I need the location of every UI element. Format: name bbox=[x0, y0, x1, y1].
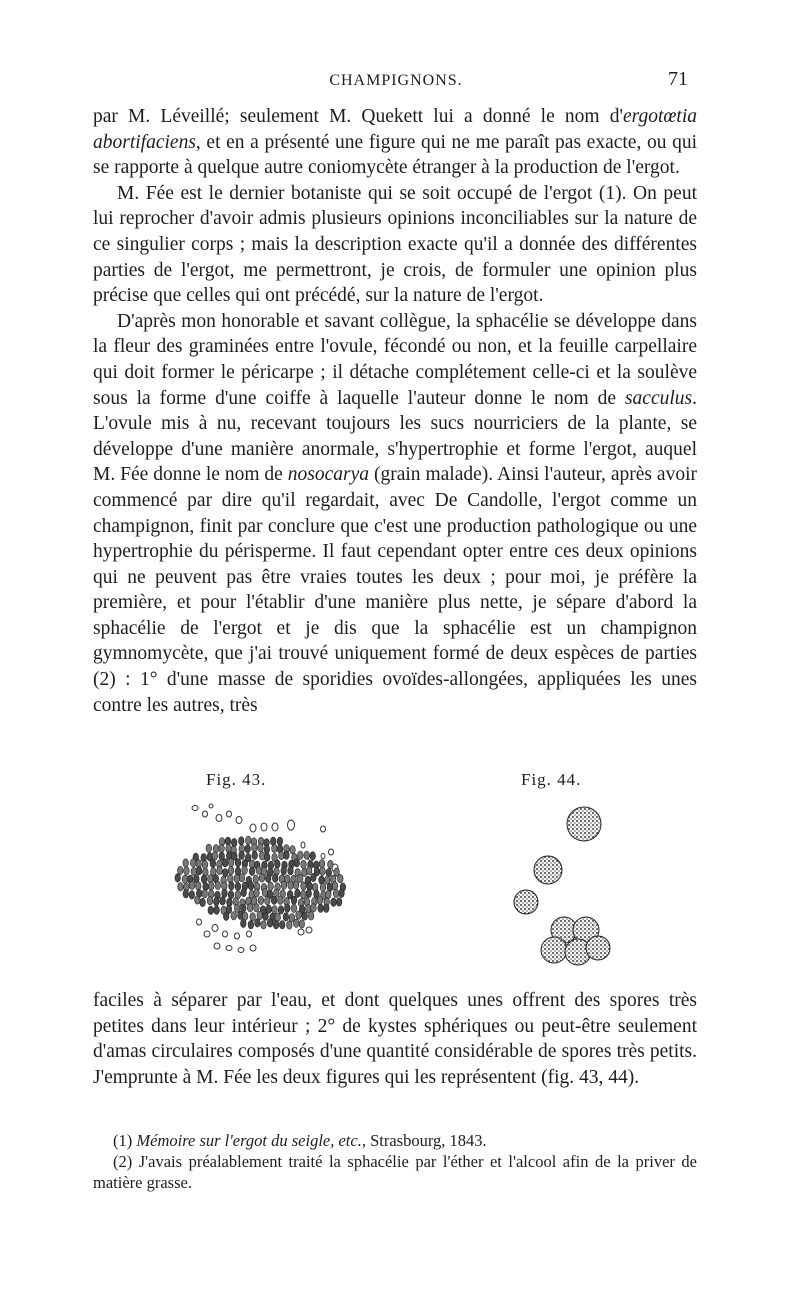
footnote-1-run-0: (1) bbox=[113, 1131, 137, 1150]
figures-area bbox=[93, 770, 697, 980]
paragraph-4-run-0: faciles à séparer par l'eau, et dont quelques unes offrent des spores très petites dans leur intérieur ; 2° de kystes sphériques ou peut-être seulement d'amas circulaires composés d'une quantité considérable de spores très petits. J'emprunte à M. Fée les deux figures qui les représentent (fig. 43, 44). bbox=[93, 990, 697, 1088]
cyst-large-top bbox=[567, 807, 601, 841]
fig-43-caption: Fig. 43. bbox=[206, 770, 267, 789]
paragraph-3-run-0: D'après mon honorable et savant collègue, la sphacélie se développe dans la fleur des graminées entre l'ovule, fécondé ou non, et la feuille carpellaire qui doit former le péricarpe ; il détache complétement celle-ci et la soulève sous la forme d'une coiffe à laquelle l'auteur donne le nom de bbox=[93, 310, 697, 409]
page-header bbox=[92, 68, 700, 96]
paragraph-3-run-4: (grain malade). Ainsi l'auteur, après avoir commencé par dire qu'il regardait, avec De Candolle, l'ergot comme un champignon, finit par conclure que c'est une production pathologique ou une hypertrophie du périsperme. Il faut cependant opter entre ces deux opinions qui ne peuvent pas être vraies toutes les deux ; pour moi, je préfère la première, et pour l'établir d'une manière plus nette, je sépare d'abord la sphacélie de l'ergot et je dis que la sphacélie est un champignon gymnomycète, que j'ai trouvé uniquement formé de deux espèces de parties (2) : 1° d'une masse de sporidies ovoïdes-allongées, appliquées les unes contre les autres, très bbox=[93, 464, 697, 716]
footnote-1-run-1: Mémoire sur l'ergot du seigle, etc. bbox=[136, 1131, 362, 1150]
page-number: 71 bbox=[668, 68, 688, 90]
paragraph-1-run-2: , et en a présenté une figure qui ne me paraît pas exacte, ou qui se rapporte à quelque autre coniomycète étranger à la production de l'ergot. bbox=[93, 131, 697, 179]
paragraph-3-run-1: sacculus bbox=[624, 387, 693, 409]
footnote-1-run-2: , Strasbourg, 1843. bbox=[361, 1131, 487, 1150]
fig-44-cysts-illustration bbox=[508, 800, 628, 980]
paragraph-4 bbox=[93, 988, 697, 1090]
paragraph-3 bbox=[93, 309, 697, 719]
footnote-2 bbox=[93, 1151, 697, 1193]
footnote-2-run-0: (2) J'avais préalablement traité la sphacélie par l'éther et l'alcool afin de la priver de matière grasse. bbox=[93, 1152, 697, 1192]
cyst-medium bbox=[534, 856, 562, 884]
paragraph-3-run-2: . L'ovule mis à nu, recevant toujours les sucs nourriciers de la plante, se développe d'une manière anormale, s'hypertrophie et forme l'ergot, auquel M. Fée donne le nom de bbox=[93, 387, 697, 486]
paragraph-1-run-1: ergotœtia abortifaciens bbox=[93, 106, 697, 153]
footnotes bbox=[93, 1130, 697, 1193]
paragraph-3-run-3: nosocarya bbox=[287, 464, 370, 486]
paragraph-2-run-0: M. Fée est le dernier botaniste qui se soit occupé de l'ergot (1). On peut lui reprocher d'avoir admis plusieurs opinions inconciliables sur la nature de ce singulier corps ; mais la description exacte qu'il a donnée des différentes parties de l'ergot, me permettront, je crois, de formuler une opinion plus précise que celles qui ont précédé, sur la nature de l'ergot. bbox=[93, 182, 697, 307]
fig-43-sporidia-illustration bbox=[153, 800, 393, 980]
body-text-bottom bbox=[93, 988, 697, 1090]
paragraph-2 bbox=[93, 181, 697, 309]
paragraph-1-run-0: par M. Léveillé; seulement M. Quekett lui a donné le nom d' bbox=[93, 106, 623, 127]
body-text-top bbox=[93, 104, 697, 718]
fig-44-caption: Fig. 44. bbox=[521, 770, 582, 789]
running-title: CHAMPIGNONS. bbox=[329, 72, 463, 89]
paragraph-1 bbox=[93, 104, 697, 181]
cyst-small bbox=[514, 890, 538, 914]
footnote-1 bbox=[93, 1130, 697, 1151]
